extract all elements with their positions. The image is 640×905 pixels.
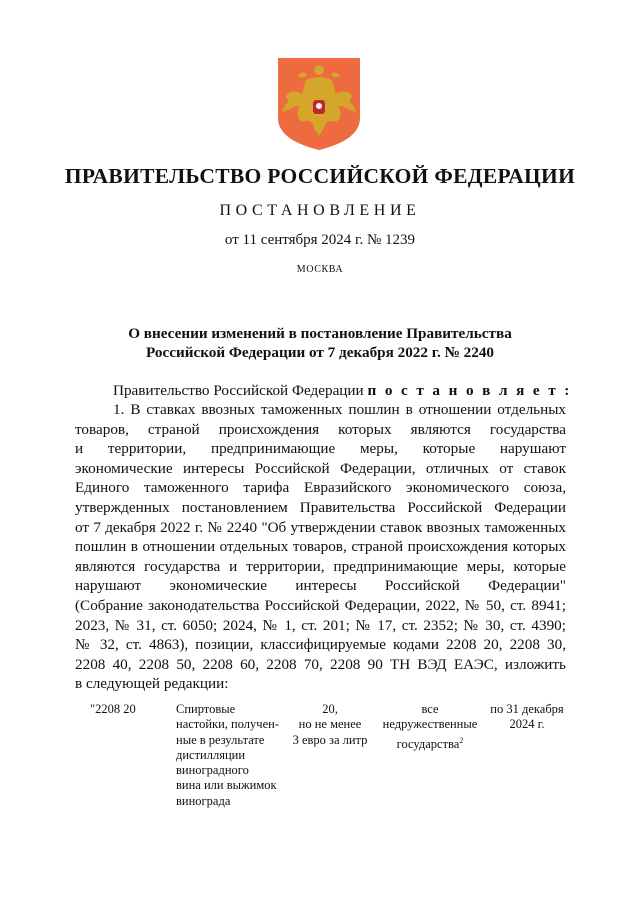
date-and-number: от 11 сентября 2024 г. № 1239 bbox=[224, 232, 416, 248]
origin-line bbox=[380, 733, 480, 752]
footnote-marker: 2 bbox=[459, 735, 464, 745]
paragraph-line: (Собрание законодательства Российской Федерации, 2022, № 50, ст. 8941; bbox=[75, 596, 566, 614]
description-line: дистилляции bbox=[176, 747, 246, 762]
paragraph-line: пошлин в отношении отдельных товаров, страной происхождения которых bbox=[75, 538, 566, 556]
origin-line: все bbox=[421, 702, 439, 716]
paragraph-1 bbox=[75, 400, 566, 694]
title-line-2: Российской Федерации от 7 декабря 2022 г. № 2240 bbox=[145, 344, 495, 361]
paragraph-line: 1. В ставках ввозных таможенных пошлин в отношении отдельных bbox=[113, 401, 566, 418]
paragraph-line: № 32, ст. 4863), позиции, классифицируемые кодами 2208 20, 2208 30, bbox=[75, 636, 566, 654]
rate-line: 3 евро за литр bbox=[292, 732, 368, 747]
paragraph-line: в следующей редакции: bbox=[75, 675, 229, 693]
description-line: настойки, получен- bbox=[176, 717, 279, 732]
preamble-decrees: п о с т а н о в л я е т : bbox=[367, 382, 572, 399]
origin-line: недружественные bbox=[382, 717, 478, 732]
term-line: 2024 г. bbox=[509, 717, 545, 732]
document-title bbox=[100, 324, 540, 362]
paragraph-line: экономические интересы Российской Федерации, отличных от ставок bbox=[75, 459, 566, 477]
table-cell-term bbox=[486, 702, 568, 733]
government-name: ПРАВИТЕЛЬСТВО РОССИЙСКОЙ ФЕДЕРАЦИИ bbox=[64, 164, 576, 188]
paragraph-line: товаров, страной происхождения которых являются государства bbox=[75, 420, 566, 438]
rate-line: но не менее bbox=[298, 717, 362, 732]
paragraph-line: 2023, № 31, ст. 6050; 2024, № 1, ст. 201; № 17, ст. 2352; № 30, ст. 4390; bbox=[75, 616, 566, 634]
description-line: виноградного bbox=[176, 763, 249, 778]
origin-text: государства bbox=[396, 736, 460, 751]
rate-line: 20, bbox=[322, 702, 338, 716]
table-cell-description bbox=[176, 702, 294, 809]
preamble-subject: Правительство Российской Федерации bbox=[113, 382, 364, 399]
preamble bbox=[113, 382, 572, 400]
paragraph-line: Единого таможенного тарифа Евразийского экономического союза, bbox=[75, 479, 566, 497]
document-type: ПОСТАНОВЛЕНИЕ bbox=[219, 202, 421, 219]
description-line: Спиртовые bbox=[176, 702, 236, 716]
table-cell-origin bbox=[380, 702, 480, 752]
description-line: вина или выжимок bbox=[176, 778, 277, 793]
coat-of-arms-emblem bbox=[276, 56, 362, 152]
title-line-1: О внесении изменений в постановление Правительства bbox=[128, 325, 512, 342]
table-cell-rate bbox=[288, 702, 372, 748]
term-line: по 31 декабря bbox=[490, 702, 564, 716]
description-line: ные в результате bbox=[176, 732, 265, 747]
city: МОСКВА bbox=[296, 264, 344, 275]
paragraph-line: являются государства и территории, предпринимающие меры, которые bbox=[75, 557, 566, 575]
paragraph-line: нарушают экономические интересы Российской Федерации" bbox=[75, 577, 566, 595]
table-cell-code: "2208 20 bbox=[90, 702, 136, 716]
paragraph-line: и территории, предпринимающие меры, которые нарушают bbox=[75, 440, 566, 458]
paragraph-line: 2208 40, 2208 50, 2208 60, 2208 70, 2208 90 ТН ВЭД ЕАЭС, изложить bbox=[75, 655, 566, 673]
description-line: винограда bbox=[176, 793, 231, 808]
paragraph-line: утвержденных постановлением Правительства Российской Федерации bbox=[75, 498, 566, 516]
paragraph-line: от 7 декабря 2022 г. № 2240 "Об утверждении ставок ввозных таможенных bbox=[75, 518, 566, 536]
